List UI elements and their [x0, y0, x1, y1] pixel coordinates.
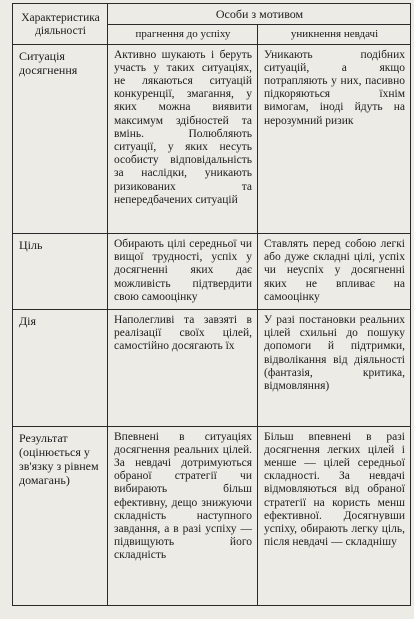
table-header-row [13, 4, 411, 25]
cell-failure: Ставлять перед собою легкі або дуже складні цілі, успіх чи неуспіх у досягненні яких не впливає на самооцінку [258, 234, 411, 310]
row-label: Дія [13, 310, 108, 427]
cell-success: Активно шукають і беруть участь у таких ситуаціях, не лякаються ситуацій конкуренції, змагання, у яких можна виявити максимум здібностей та вмінь. Полюбляють ситуації, у яких несуть особисту відповідальність за наслідки, уникають ризикованих та непередбачених ситуацій [108, 44, 258, 234]
header-failure: уникнення невдачі [258, 25, 411, 44]
row-label: Ситуація досягнення [13, 44, 108, 234]
table-row [13, 310, 411, 427]
cell-failure: Уникають подібних ситуацій, а якщо потрапляють у них, пасивно підкоряються їхнім вимогам, іноді йдуть на нерозумний ризик [258, 44, 411, 234]
header-success: прагнення до успіху [108, 25, 258, 44]
cell-success: Наполегливі та завзяті в реалізації своїх цілей, самостійно досягають їх [108, 310, 258, 427]
cell-failure: Більш впевнені в разі досягнення легких цілей і менше — цілей середньої складності. За невдачі відмовляються від обраної стратегії на користь менш ефективної. Досягнувши успіху, обирають легку ціль, після невдачі — складнішу [258, 426, 411, 605]
header-motive-group: Особи з мотивом [108, 4, 411, 25]
cell-failure: У разі постановки реальних цілей схильні до пошуку допомоги й підтримки, відволікання від діяльності (фантазія, критика, відмовляння) [258, 310, 411, 427]
table-row [13, 234, 411, 310]
row-label: Результат (оцінюється у зв'язку з рівнем домагань) [13, 426, 108, 605]
row-label: Ціль [13, 234, 108, 310]
table-row [13, 44, 411, 234]
motive-comparison-table [12, 3, 411, 606]
cell-success: Впевнені в ситуаціях досягнення реальних цілей. За невдачі дотримуються обраної стратегії чи вибирають більш ефективну, дещо знижуючи складність наступного завдання, а в разі успіху — підвищують його складність [108, 426, 258, 605]
header-characteristic: Характеристика діяльності [13, 4, 108, 45]
cell-success: Обирають цілі середньої чи вищої трудності, успіх у досягненні яких дає можливість підтвердити свою самооцінку [108, 234, 258, 310]
table-row [13, 426, 411, 605]
